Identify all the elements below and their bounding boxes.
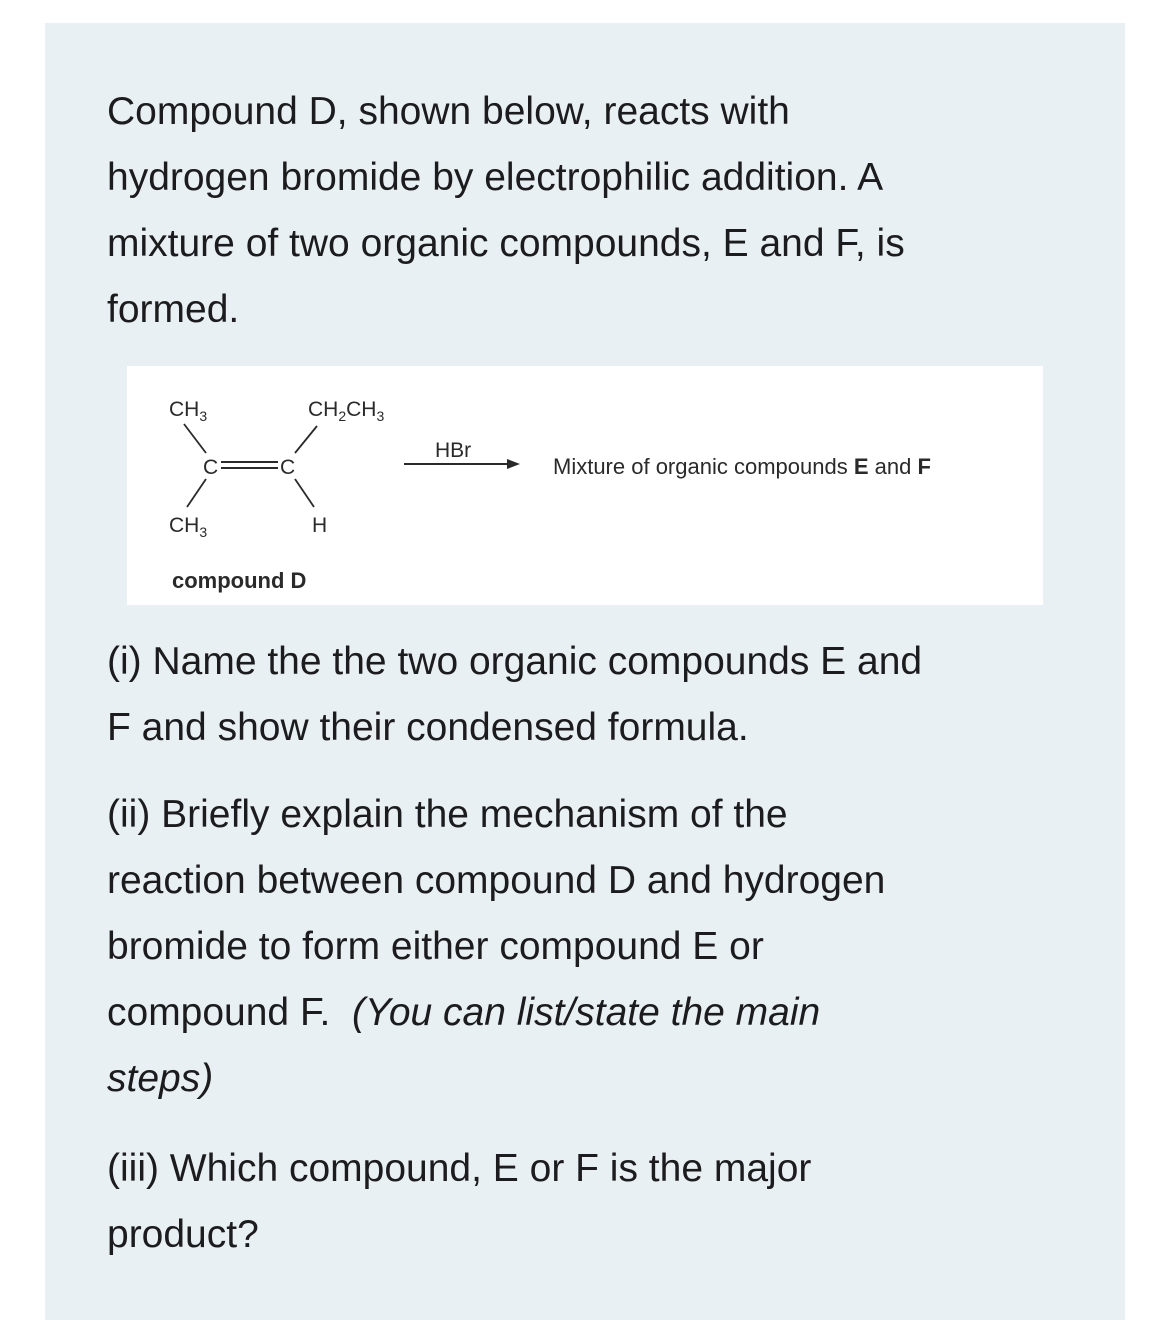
question-ii-line: bromide to form either compound E or <box>107 925 764 968</box>
question-i-line: F and show their condensed formula. <box>107 706 749 749</box>
question-ii-hint: steps) <box>107 1057 214 1100</box>
question-ii-line <box>107 1046 1067 1112</box>
intro-line: mixture of two organic compounds, E and F, is <box>107 222 905 265</box>
question-ii-hint: (You can list/state the main <box>351 991 821 1034</box>
question-ii-line: reaction between compound D and hydrogen <box>107 859 886 902</box>
compound-d-label: compound D <box>172 568 307 593</box>
product-text: Mixture of organic compounds E and F <box>553 454 931 479</box>
question-card <box>45 23 1125 1320</box>
carbon-left: C <box>203 456 219 479</box>
bond-bottom-left <box>187 479 206 507</box>
bond-bottom-right <box>295 479 314 507</box>
intro-line: hydrogen bromide by electrophilic addition. A <box>107 156 884 199</box>
bond-top-left <box>184 424 206 453</box>
intro-line: formed. <box>107 288 240 331</box>
bond-top-right <box>295 426 317 453</box>
question-ii-line: (ii) Briefly explain the mechanism of the <box>107 793 788 836</box>
reaction-figure <box>127 366 1043 605</box>
intro-line: Compound D, shown below, reacts with <box>107 90 790 133</box>
question-i-line: (i) Name the the two organic compounds E and <box>107 640 923 683</box>
question-ii <box>107 782 1067 1112</box>
methyl-bottom-left: $CH_3$ <box>169 514 208 540</box>
carbon-right: C <box>280 456 296 479</box>
reaction-arrow-head <box>507 459 520 469</box>
question-ii-line <box>107 980 1067 1046</box>
question-i <box>107 629 1067 761</box>
question-iii <box>107 1136 1067 1268</box>
question-ii-text: compound F. <box>107 991 352 1034</box>
reaction-scheme <box>127 366 1043 605</box>
hydrogen-bottom-right: H <box>312 514 328 537</box>
question-iii-line: product? <box>107 1213 259 1256</box>
ethyl-top-right: $CH_2CH_3$ <box>308 398 385 424</box>
question-iii-line: (iii) Which compound, E or F is the major <box>107 1147 812 1190</box>
reagent-label: HBr <box>435 439 472 462</box>
methyl-top-left: $CH_3$ <box>169 398 208 424</box>
intro-paragraph <box>107 79 1067 343</box>
